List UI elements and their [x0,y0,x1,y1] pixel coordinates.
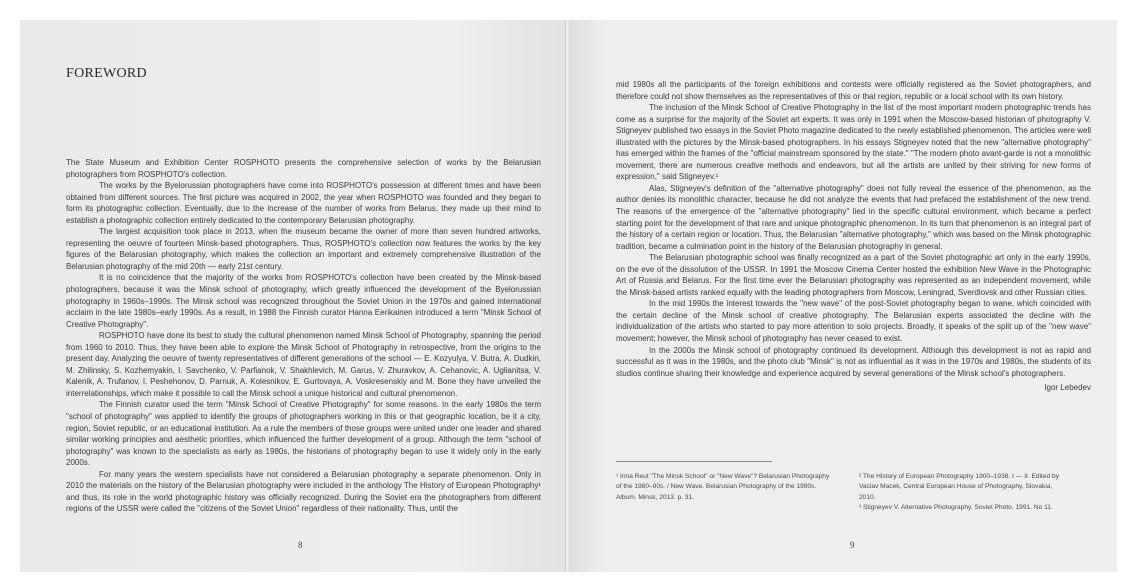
left-page-body [66,157,541,515]
paragraph: mid 1980s all the participants of the foreign exhibitions and contests were officially registered as the Soviet photographers, and therefore could not show themselves as the representatives of this or that region, republic or a local school with its own history. [616,80,1091,101]
paragraph: For many years the western specialists have not considered a Belarusian photography a separate phenomenon. Only in 2010 the materials on the history of the Belarusian photography were included in the anthology The History of European Photography¹ and thus, its role in the world photographic history was officially recognized. During the Soviet era the photographers from different regions of the USSR were called the "citizens of the Soviet Union" regardless of their nationality. Thus, until the [66,469,541,514]
paragraph: The inclusion of the Minsk School of Creative Photography in the list of the most important modern photographic trends has come as a surprise for the majority of the Soviet art experts. It was only in 1991 when the Moscow-based historian of photography V. Stigneyev published two essays in the Soviet Photo magazine dedicated to the newly established phenomenon. The articles were well illustrated with the pictures by the Minsk-based photographers. In his essays Stigneyev noted that the new "alternative photography" has emerged within the frames of the "official mainstream sponsored by the state." "The modern photo avant-garde is not a monolithic movement, there are numerous creative methods and endeavors, but all the artists are united by their striving for new forms of expression," said Stigneyev.¹ [616,103,1091,182]
paragraph: The Finnish curator used the term "Minsk School of Creative Photography" for some reasons. In the early 1980s the term "school of photography" was applied to identify the groups of photographers working in this or that geographic location, be it a city, region, Soviet republic, or an educational institution. As a rule the members of those groups were united under one leader and shared similar working principles and aesthetic priorities, which influenced the further development of a group. Although the term "school of photography" was known to the specialists as early as 1980s, the historians of photography began to use it widely only in the early 2000s. [66,400,541,468]
page-number: 8 [298,540,303,550]
footnote-column-right [859,472,1059,514]
paragraph: The works by the Byelorussian photographers have come into ROSPHOTO's possession at different times and have been obtained from different sources. The first picture was acquired in 2002, the year when ROSPHOTO was founded and they began to form its photographic collection. Eventually, due to the increase of the number of works from Belarus, they made up their mind to establish a photographic collection entirely dedicated to the contemporary Belarusian photography. [66,181,541,225]
author-signature: Igor Lebedev [1044,383,1091,393]
page-heading: FOREWORD [66,66,147,81]
paragraph: The Belarusian photographic school was finally recognized as a part of the Soviet photographic art only in the early 1990s, on the eve of the dissolution of the USSR. In 1991 the Moscow Cinema Center hosted the exhibition New Wave in the Photographic Art of Russia and Belarus. For the first time ever the Belarusian photography was represented as an independent movement, while the Minsk-based artists ranked equally with the leading photographers from Moscow, Leningrad, Sverdlovsk and other Russian cities. [616,253,1091,297]
paragraph: The State Museum and Exhibition Center ROSPHOTO presents the comprehensive selection of works by the Belarusian photographers from ROSPHOTO's collection. [66,158,541,179]
footnote: ² The History of European Photography 1900–1938. I — II. Edited by Vaclav Macek, Central European House of Photography, Slovakia, 2010. [859,473,1060,501]
left-page [20,20,565,572]
footnote: ³ Stigneyev V. Alternative Photography. Soviet Photo. 1991. No 11. [859,504,1053,512]
page-number: 9 [850,540,855,550]
footnote-divider [616,461,772,462]
right-page-body [616,79,1091,394]
paragraph: ROSPHOTO have done its best to study the cultural phenomenon named Minsk School of Photography, spanning the period from 1960 to 2010. Thus, they have been able to explore the Minsk School of Photography in retrospective, from the origins to the present day. Analyzing the oeuvre of twenty representatives of different generations of the school — E. Kozyulya, V. Butra, A. Dudkin, M. Zhilinsky, S. Kozhemyakin, I. Savchenko, V. Parfianok, V. Shakhlevich, M. Garus, V. Zhuravkov, A. Cehanovic, A. Uglianitsa, V. Kalenik, A. Trufanov, I. Peshehonov, D. Parnuk, A. Kolesnikov, E. Gurtovaya, A. Voskresenskiy and M. Bone they have unveiled the interrelationships, which make it possible to call the Minsk school a unique historical and cultural phenomenon. [66,331,541,398]
paragraph: In the mid 1990s the interest towards the "new wave" of the post-Soviet photography began to wane, which coincided with the certain decline of the Minsk school of creative photography. The Belarusian experts associated the decline with the individualization of the artists who started to pay more attention to solo projects. Broadly, it speaks of the split up of the "new wave" movement; however, the Minsk school of photography has never ceased to exist. [616,299,1091,344]
paragraph: In the 2000s the Minsk school of photography continued its development. Although this development is not as rapid and successful as it was in the 1980s, and the photo club "Minsk" is not as influential as it was in the 1970s and 1980s, the students of its studios continue sharing their knowledge and experience acquired by several generations of the Minsk school's photographers. [616,345,1091,378]
paragraph: Alas, Stigneyev's definition of the "alternative photography" does not fully reveal the essence of the phenomenon, as the author denies its monolithic character, because he did not analyze the events that had prefaced the establishment of the new trend. The reasons of the emergence of the "alternative photography" lied in the specific cultural environment, which became a perfect starting point for the development of that rare and unique photographic phenomenon. In its turn that phenomenon is an integral part of the history of a certain region or location. Thus, the Belarusian "alternative photography," which was based on the Minsk photographic tradition, became a culmination point in the history of the Belarusian photography in general. [616,183,1091,251]
footnote: ¹ Inna Reut "The Minsk School" or "New Wave"? Belarusian Photography of the 1980–90s. / New Wave. Belarusian Photography of the 1990s. Album. Minsk, 2013. p. 31. [616,473,830,501]
paragraph: The largest acquisition took place in 2013, when the museum became the owner of more than seven hundred artworks, representing the oeuvre of fourteen Minsk-based photographers. Thus, ROSPHOTO's collection now features the works by the key figures of the Belarusian photography, which makes the collection an important and extremely comprehensive illustration of the Belarusian photography of the mid 20th — early 21st century. [66,227,541,271]
footnote-column-left [616,472,836,503]
right-page [570,20,1117,572]
paragraph: It is no coincidence that the majority of the works from ROSPHOTO's collection have been created by the Minsk-based photographers, because it was the Minsk school of photography, which greatly influenced the development of the Byelorussian photography in 1960s–1990s. The Minsk school was recognized throughout the Soviet Union in the 1970s and gained international acclaim in the late 1980s–early 1990s. As a result, in 1988 the Finnish curator Hanna Eerikainen introduced a term "Minsk School of Creative Photography". [66,273,541,329]
